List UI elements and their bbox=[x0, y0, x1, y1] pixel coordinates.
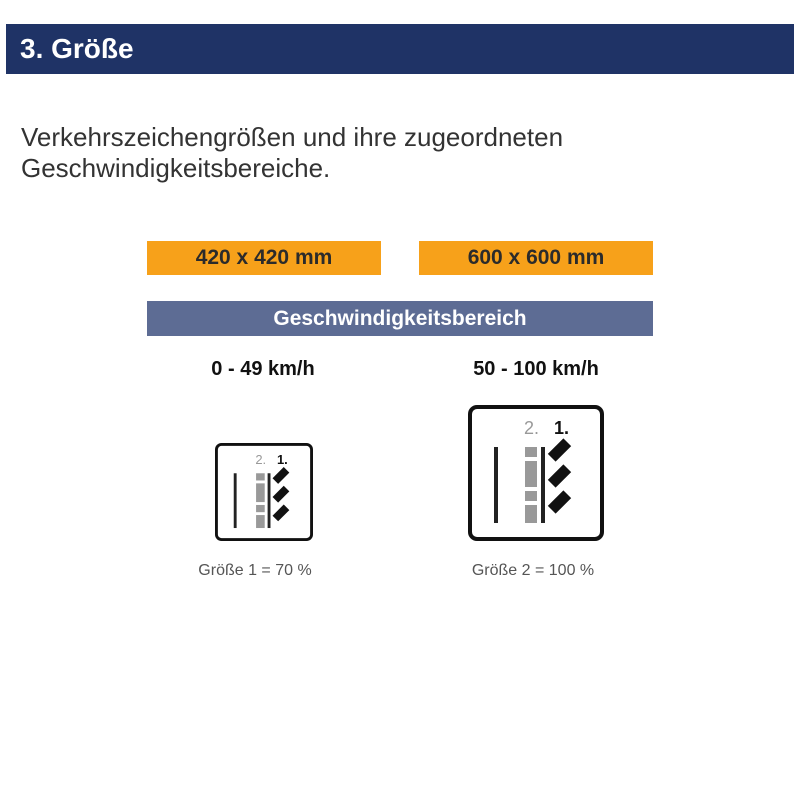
lane-divider-line bbox=[268, 473, 271, 528]
lane-divider-line bbox=[541, 447, 545, 523]
sign-caption-size-2: Größe 2 = 100 % bbox=[471, 562, 595, 579]
lane-number-left: 2. bbox=[255, 451, 267, 467]
lane-sign-size-2 bbox=[468, 405, 604, 541]
size-label-small: 420 x 420 mm bbox=[147, 241, 381, 275]
speed-range-high: 50 - 100 km/h bbox=[473, 358, 599, 380]
speed-range-header: Geschwindigkeitsbereich bbox=[147, 301, 653, 336]
lane-number-right: 1. bbox=[276, 451, 288, 467]
lane-number-left: 2. bbox=[524, 418, 540, 438]
size-label-large: 600 x 600 mm bbox=[419, 241, 653, 275]
sign-caption-size-1: Größe 1 = 70 % bbox=[198, 562, 312, 579]
lane-sign-size-1 bbox=[215, 443, 313, 541]
section-title: 3. Größe bbox=[6, 24, 794, 74]
lane-number-right: 1. bbox=[554, 418, 570, 438]
road-edge-line bbox=[234, 473, 237, 528]
road-edge-line bbox=[494, 447, 498, 523]
intro-text: Verkehrszeichengrößen und ihre zugeordneten Geschwindigkeitsbereiche. bbox=[21, 122, 564, 183]
speed-range-low: 0 - 49 km/h bbox=[211, 358, 315, 380]
